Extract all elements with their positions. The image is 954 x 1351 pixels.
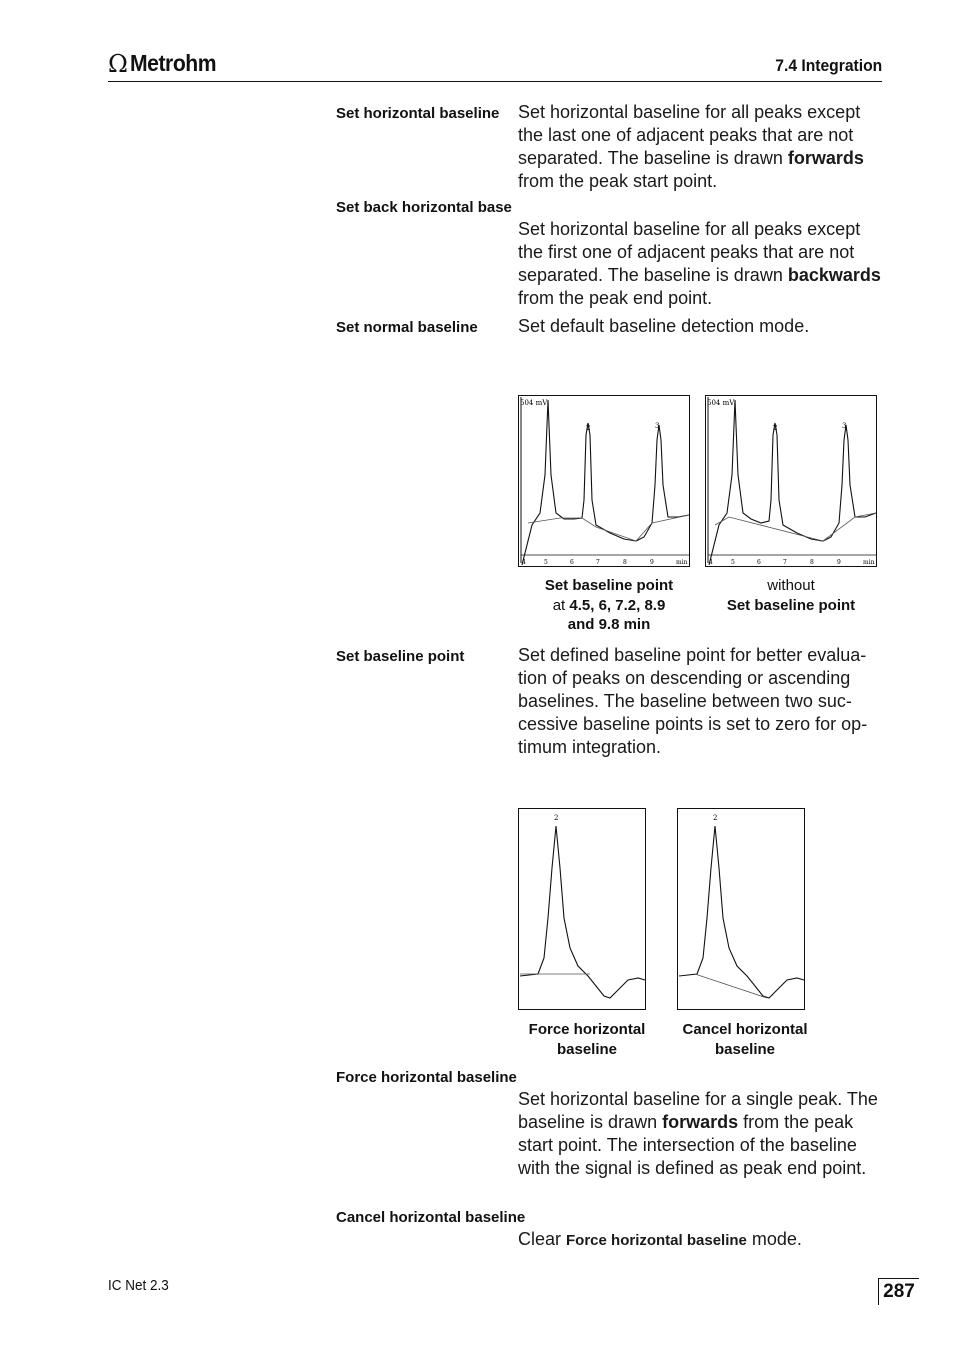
signal-trace (709, 400, 876, 565)
omega-icon: Ω (108, 49, 128, 78)
chromatogram-force-horizontal (518, 808, 646, 1010)
desc-text: from the peak start point. (518, 171, 718, 191)
term-force-horizontal-baseline: Force horizontal baseline (336, 1069, 517, 1086)
peak-label-3: 3 (842, 422, 847, 430)
desc-text: Set horizontal baseline for all peaks except the last one of adjacent peaks that are not separated. The baseline is drawn (518, 102, 861, 168)
caption-cancel-horizontal (670, 1020, 820, 1059)
baseline (528, 515, 689, 541)
chart-frame (519, 809, 646, 1010)
desc-set-baseline-point: Set defined baseline point for better evaluation of peaks on descending or ascending baselines. The baseline between two successive baseline points is set to zero for optimum integration. (518, 645, 868, 757)
x-tick-label: min (863, 559, 875, 566)
x-tick-label: 8 (810, 559, 814, 566)
peak-label-2: 2 (713, 814, 718, 822)
x-tick-label: 5 (544, 559, 548, 566)
caption-line: 4.5, 6, 7.2, 8.9 (569, 596, 666, 614)
x-tick-label: 4 (522, 559, 526, 566)
x-tick-label: 7 (596, 559, 600, 566)
desc-text: mode. (746, 1229, 802, 1249)
desc-set-horizontal-baseline (518, 101, 886, 193)
peak-label-3: 3 (655, 422, 660, 430)
logo-text: Metrohm (129, 50, 217, 76)
peak-label-2: 2 (554, 814, 559, 822)
desc-bold: forwards (787, 148, 864, 168)
page-number: 287 (878, 1278, 919, 1305)
caption-line: baseline (714, 1040, 776, 1058)
desc-text: from the peak start point. The intersection of the baseline with the signal is defined as peak end point. (518, 1112, 867, 1178)
signal-trace (520, 826, 645, 998)
header-rule (108, 81, 882, 82)
caption-line: Set baseline point (544, 577, 674, 594)
x-tick-label: 8 (623, 559, 627, 566)
x-tick-label: 9 (837, 559, 841, 566)
desc-bold: Force horizontal baseline (566, 1232, 747, 1249)
caption-set-baseline-point (524, 576, 694, 635)
desc-bold: backwards (787, 265, 881, 285)
caption-line: baseline (556, 1040, 618, 1058)
caption-line: Force horizontal (528, 1021, 646, 1038)
chart-frame (678, 809, 805, 1010)
term-set-baseline-point: Set baseline point (336, 648, 465, 665)
desc-set-back-horizontal-base (518, 218, 886, 310)
term-set-normal-baseline: Set normal baseline (336, 319, 478, 336)
x-tick-label: 6 (570, 559, 574, 566)
x-tick-label: 9 (650, 559, 654, 566)
caption-without-baseline-point (706, 576, 876, 615)
desc-text: from the peak end point. (518, 288, 713, 308)
term-set-back-horizontal-base: Set back horizontal base (336, 199, 512, 216)
y-axis-label: 504 mV (520, 399, 548, 407)
desc-text: Clear (518, 1229, 567, 1249)
x-tick-label: min (676, 559, 688, 566)
desc-force-horizontal-baseline (518, 1088, 886, 1180)
signal-trace (679, 826, 804, 998)
desc-text: Set horizontal baseline for a single peak. The baseline is drawn (518, 1089, 878, 1132)
term-cancel-horizontal-baseline: Cancel horizontal baseline (336, 1209, 526, 1226)
footer-product: IC Net 2.3 (108, 1277, 169, 1294)
x-tick-label: 7 (783, 559, 787, 566)
caption-line: Set baseline point (726, 596, 856, 614)
desc-set-normal-baseline: Set default baseline detection mode. (518, 316, 810, 336)
baseline (715, 513, 876, 541)
x-tick-label: 6 (757, 559, 761, 566)
peak-label-2: 2 (773, 424, 778, 432)
y-axis-label: 504 mV (707, 399, 735, 407)
desc-text: Set horizontal baseline for all peaks except the first one of adjacent peaks that are not separated. The baseline is drawn (518, 219, 861, 285)
caption-force-horizontal (512, 1020, 662, 1059)
term-set-horizontal-baseline: Set horizontal baseline (336, 105, 500, 122)
caption-line: at (552, 596, 570, 614)
desc-cancel-horizontal-baseline (518, 1228, 886, 1252)
chromatogram-with-baseline-points (518, 395, 690, 567)
chromatogram-cancel-horizontal (677, 808, 805, 1010)
section-heading: 7.4 Integration (775, 56, 882, 75)
metrohm-logo (108, 50, 224, 77)
desc-bold: forwards (662, 1112, 739, 1132)
baseline (695, 974, 767, 998)
x-tick-label: 4 (709, 559, 713, 566)
caption-line: without (767, 577, 815, 594)
x-tick-label: 5 (731, 559, 735, 566)
chromatogram-without-baseline-points (705, 395, 877, 567)
caption-line: and 9.8 min (567, 616, 651, 633)
signal-trace (522, 400, 689, 565)
peak-label-2: 2 (586, 424, 591, 432)
caption-line: Cancel horizontal (682, 1021, 808, 1038)
